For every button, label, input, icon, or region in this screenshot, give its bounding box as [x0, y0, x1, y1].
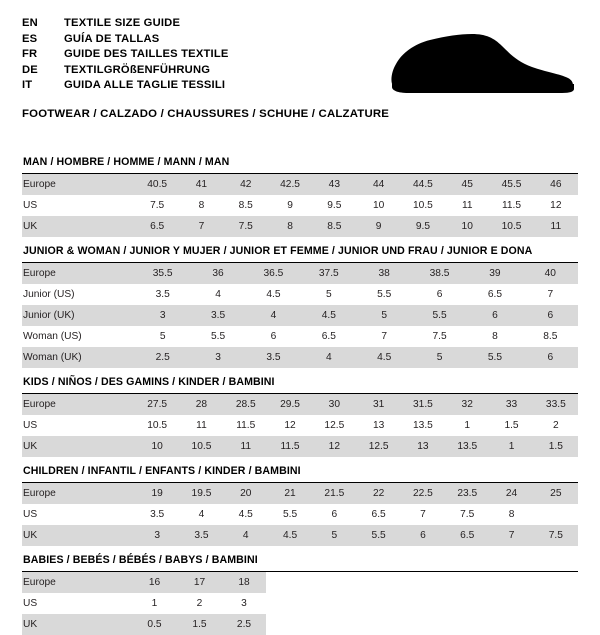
cell: 42.5	[268, 174, 312, 195]
table-row	[22, 415, 578, 436]
language-code-es: ES	[22, 32, 38, 45]
cell: 16	[132, 572, 177, 593]
cell: 3.5	[150, 508, 165, 520]
row-label: US	[23, 199, 38, 211]
section-children	[22, 459, 578, 546]
cell: 8.5	[238, 199, 253, 211]
cell: 3.5	[179, 525, 223, 546]
cell: 18	[222, 572, 266, 593]
cell: 3	[135, 525, 179, 546]
language-row-en	[22, 16, 229, 32]
language-code-en: EN	[22, 17, 38, 29]
cell: 12	[550, 199, 562, 211]
cell: 20	[224, 483, 268, 504]
language-code-it: IT	[22, 79, 33, 92]
cell: 36	[190, 263, 245, 284]
cell: 9	[287, 199, 293, 211]
cell: 1.5	[177, 614, 222, 635]
cell: 22	[356, 483, 400, 504]
cell: 6.5	[445, 525, 489, 546]
row-label: Europe	[22, 263, 135, 284]
table-row	[22, 572, 266, 593]
cell: 8.5	[312, 216, 356, 237]
cell: 21	[268, 483, 312, 504]
cell: 5	[412, 347, 467, 368]
table-row	[22, 525, 578, 546]
row-label: Woman (UK)	[22, 347, 135, 368]
cell: 9	[356, 216, 400, 237]
table-row	[22, 593, 266, 614]
cell: 9.5	[327, 199, 342, 211]
cell: 39	[467, 263, 522, 284]
cell: 2.5	[135, 347, 190, 368]
cell: 10.5	[179, 436, 223, 457]
table-row	[22, 326, 578, 347]
cell: 21.5	[312, 483, 356, 504]
language-row-it	[22, 78, 229, 94]
cell: 6	[436, 288, 443, 300]
cell: 10.5	[489, 216, 533, 237]
section-title-junior-woman: JUNIOR & WOMAN / JUNIOR Y MUJER / JUNIOR ET FEMME / JUNIOR UND FRAU / JUNIOR E DONA	[22, 239, 578, 263]
cell: 8.5	[543, 330, 558, 342]
language-row-de	[22, 63, 229, 79]
cell: 1	[151, 597, 158, 609]
cell: 5	[357, 305, 412, 326]
language-title-es: GUÍA DE TALLAS	[64, 32, 160, 45]
table-row	[22, 436, 578, 457]
cell: 7	[420, 508, 426, 520]
cell: 6	[331, 508, 338, 520]
cell: 6.5	[487, 288, 503, 300]
dress-shoe-icon	[390, 20, 576, 100]
cell: 30	[312, 394, 356, 415]
row-label: Europe	[22, 394, 135, 415]
cell: 8	[492, 330, 498, 342]
cell: 24	[489, 483, 533, 504]
cell: 4	[301, 347, 356, 368]
row-label: US	[23, 597, 38, 609]
cell: 6	[467, 305, 522, 326]
language-title-de: TEXTILGRÖßENFÜHRUNG	[64, 63, 211, 76]
cell: 7.5	[460, 508, 475, 520]
cell: 28.5	[224, 394, 268, 415]
cell: 2	[553, 419, 559, 431]
cell: 12.5	[356, 436, 400, 457]
cell: 45	[445, 174, 489, 195]
cell: 11.5	[236, 419, 256, 431]
cell: 41	[179, 174, 223, 195]
cell: 6.5	[371, 508, 386, 520]
cell: 7	[179, 216, 223, 237]
cell: 33.5	[534, 394, 578, 415]
cell: 7.5	[432, 330, 447, 342]
cell: 4.5	[357, 347, 412, 368]
table-man	[22, 174, 578, 237]
cell: 10.5	[147, 419, 168, 431]
cell: 0.5	[132, 614, 177, 635]
cell: 33	[489, 394, 533, 415]
cell: 22.5	[401, 483, 445, 504]
cell: 37.5	[301, 263, 356, 284]
cell: 23.5	[445, 483, 489, 504]
cell: 40	[523, 263, 578, 284]
cell: 43	[312, 174, 356, 195]
cell: 4	[224, 525, 268, 546]
cell: 31	[356, 394, 400, 415]
cell: 6	[523, 305, 578, 326]
cell: 10.5	[413, 199, 433, 211]
cell: 8	[508, 508, 515, 520]
cell: 4.5	[268, 525, 312, 546]
cell: 25	[534, 483, 578, 504]
cell: 4.5	[266, 288, 281, 300]
table-row	[22, 195, 578, 216]
language-row-fr	[22, 47, 229, 63]
language-code-fr: FR	[22, 48, 38, 61]
cell: 4	[246, 305, 301, 326]
cell: 38	[357, 263, 412, 284]
cell: 45.5	[489, 174, 533, 195]
section-title-children: CHILDREN / INFANTIL / ENFANTS / KINDER / BAMBINI	[22, 459, 578, 483]
section-title-babies: BABIES / BEBÉS / BÉBÉS / BABYS / BAMBINI	[22, 548, 578, 572]
cell: 7	[381, 330, 388, 342]
table-row	[22, 347, 578, 368]
cell: 3.5	[190, 305, 245, 326]
cell: 11	[224, 436, 268, 457]
section-title-kids: KIDS / NIÑOS / DES GAMINS / KINDER / BAMBINI	[22, 370, 578, 394]
table-row	[22, 483, 578, 504]
section-junior-woman	[22, 239, 578, 368]
cell: 44	[356, 174, 400, 195]
cell: 1	[489, 436, 533, 457]
language-title-en: TEXTILE SIZE GUIDE	[64, 17, 181, 29]
cell: 27.5	[135, 394, 179, 415]
cell: 19.5	[179, 483, 223, 504]
table-row	[22, 263, 578, 284]
table-babies	[22, 572, 266, 635]
row-label: US	[23, 419, 38, 431]
table-row	[22, 216, 578, 237]
row-label: UK	[22, 525, 135, 546]
cell: 40.5	[135, 174, 179, 195]
cell: 46	[534, 174, 578, 195]
cell: 5.5	[282, 508, 298, 520]
table-junior-woman	[22, 263, 578, 368]
cell: 35.5	[135, 263, 190, 284]
row-label: Europe	[22, 174, 135, 195]
cell: 5.5	[412, 305, 467, 326]
cell: 13.5	[413, 419, 433, 431]
cell: 31.5	[401, 394, 445, 415]
cell: 1.5	[534, 436, 578, 457]
cell: 2	[196, 597, 203, 609]
table-row	[22, 394, 578, 415]
category-heading: FOOTWEAR / CALZADO / CHAUSSURES / SCHUHE / CALZATURE	[22, 107, 390, 120]
row-label: UK	[22, 216, 135, 237]
table-row	[22, 504, 578, 525]
table-row	[22, 284, 578, 305]
row-label: Woman (US)	[23, 330, 82, 342]
cell: 7.5	[534, 525, 578, 546]
cell: 11	[461, 199, 473, 211]
cell: 4.5	[301, 305, 356, 326]
cell: 5.5	[377, 288, 392, 300]
cell: 4	[215, 288, 221, 300]
cell: 36.5	[246, 263, 301, 284]
cell: 13.5	[445, 436, 489, 457]
cell: 13	[372, 419, 385, 431]
section-title-man: MAN / HOMBRE / HOMME / MANN / MAN	[22, 150, 578, 174]
row-label: Junior (UK)	[22, 305, 135, 326]
cell: 1	[464, 419, 471, 431]
cell: 4	[198, 508, 205, 520]
section-babies	[22, 548, 578, 635]
cell: 10	[372, 199, 385, 211]
cell: 3	[190, 347, 245, 368]
cell: 3	[241, 597, 247, 609]
cell: 10	[135, 436, 179, 457]
section-kids	[22, 370, 578, 457]
cell: 10	[445, 216, 489, 237]
row-label: US	[23, 508, 38, 520]
cell: 11.5	[268, 436, 312, 457]
cell: 32	[445, 394, 489, 415]
table-row	[22, 614, 266, 635]
row-label: UK	[22, 614, 132, 635]
cell: 5	[325, 288, 332, 300]
cell: 6.5	[321, 330, 336, 342]
language-code-de: DE	[22, 63, 38, 76]
cell: 9.5	[401, 216, 445, 237]
cell: 1.5	[504, 419, 519, 431]
cell	[534, 504, 578, 525]
cell: 8	[198, 199, 205, 211]
cell: 5.5	[467, 347, 522, 368]
table-row	[22, 174, 578, 195]
cell: 6.5	[135, 216, 179, 237]
cell: 7.5	[224, 216, 268, 237]
cell: 7	[547, 288, 554, 300]
cell: 5.5	[356, 525, 400, 546]
cell: 12.5	[324, 419, 345, 431]
row-label: Europe	[22, 483, 135, 504]
cell: 17	[177, 572, 222, 593]
size-tables	[0, 150, 600, 635]
table-kids	[22, 394, 578, 457]
cell: 5.5	[210, 330, 226, 342]
cell: 11	[196, 419, 207, 431]
cell: 29.5	[268, 394, 312, 415]
section-man	[22, 150, 578, 237]
cell: 6	[523, 347, 578, 368]
cell: 3.5	[155, 288, 170, 300]
language-row-es	[22, 32, 229, 48]
cell: 12	[312, 436, 356, 457]
cell: 6	[270, 330, 277, 342]
cell: 11.5	[501, 199, 522, 211]
cell: 3.5	[246, 347, 301, 368]
cell: 4.5	[238, 508, 253, 520]
table-row	[22, 305, 578, 326]
table-children	[22, 483, 578, 546]
cell: 11	[534, 216, 578, 237]
language-title-it: GUIDA ALLE TAGLIE TESSILI	[64, 79, 226, 92]
cell: 7.5	[150, 199, 165, 211]
cell: 3	[135, 305, 190, 326]
cell: 28	[179, 394, 223, 415]
cell: 5	[159, 330, 166, 342]
cell: 6	[401, 525, 445, 546]
cell: 7	[489, 525, 533, 546]
cell: 42	[224, 174, 268, 195]
language-title-fr: GUIDE DES TAILLES TEXTILE	[64, 48, 229, 61]
cell: 5	[312, 525, 356, 546]
cell: 19	[135, 483, 179, 504]
row-label: Europe	[22, 572, 132, 593]
cell: 12	[284, 419, 296, 431]
cell: 38.5	[412, 263, 467, 284]
cell: 8	[268, 216, 312, 237]
cell: 44.5	[401, 174, 445, 195]
row-label: Junior (US)	[23, 288, 75, 300]
cell: 13	[401, 436, 445, 457]
row-label: UK	[22, 436, 135, 457]
language-title-list	[22, 16, 229, 94]
document-header	[0, 0, 600, 120]
cell: 2.5	[222, 614, 266, 635]
